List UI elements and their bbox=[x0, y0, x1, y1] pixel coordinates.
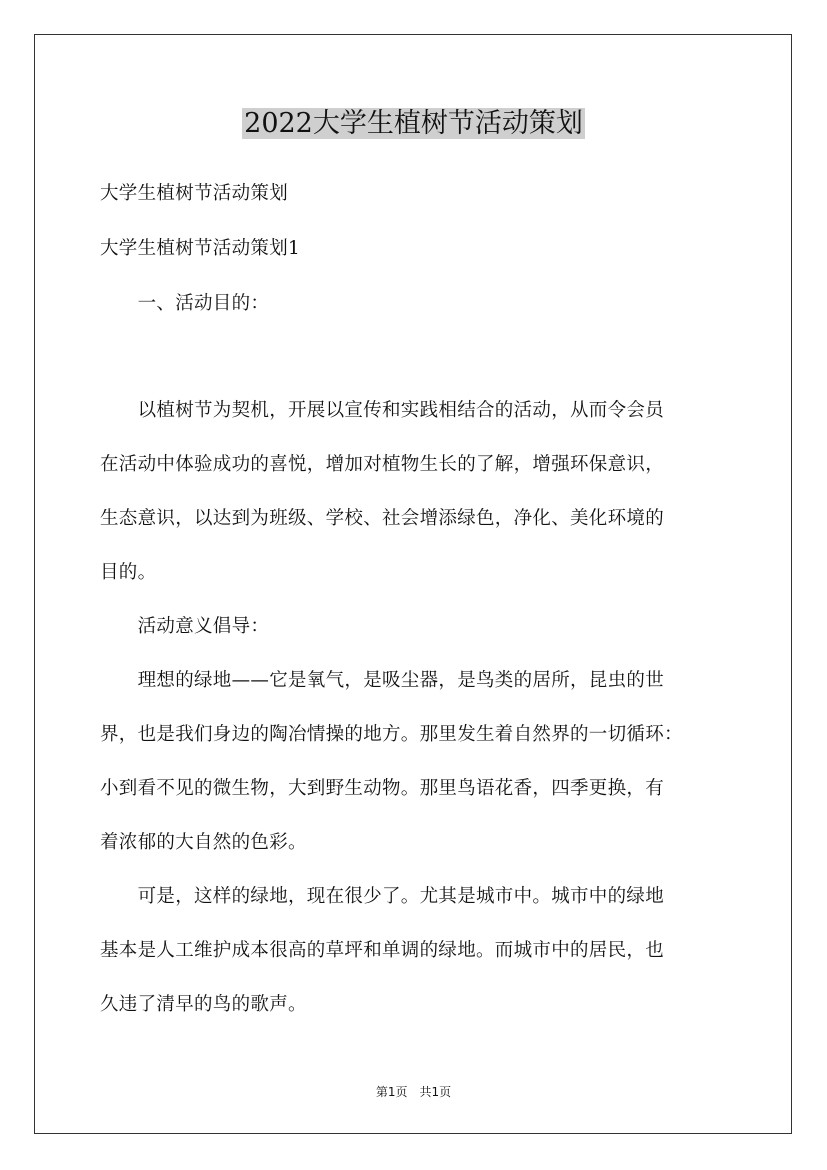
text-line: 界，也是我们身边的陶冶情操的地方。那里发生着自然界的一切循环： bbox=[100, 724, 683, 745]
text-line: 活动意义倡导： bbox=[100, 616, 270, 637]
text-line: 着浓郁的大自然的色彩。 bbox=[100, 832, 307, 853]
text-line: 目的。 bbox=[100, 562, 157, 583]
text-line: 在活动中体验成功的喜悦，增加对植物生长的了解，增强环保意识， bbox=[100, 454, 665, 475]
text-line: 以植树节为契机，开展以宣传和实践相结合的活动，从而令会员 bbox=[100, 400, 665, 421]
text-line: 一、活动目的： bbox=[100, 293, 270, 314]
text-line: 理想的绿地——它是氧气，是吸尘器，是鸟类的居所，昆虫的世 bbox=[100, 670, 665, 691]
text-line: 久违了清早的鸟的歌声。 bbox=[100, 994, 307, 1015]
text-line: 可是，这样的绿地，现在很少了。尤其是城市中。城市中的绿地 bbox=[100, 886, 665, 907]
text-line: 大学生植树节活动策划1 bbox=[100, 238, 301, 259]
document-title-text: 2022大学生植树节活动策划 bbox=[244, 108, 583, 139]
page-footer: 第1页 共1页 bbox=[375, 1085, 452, 1099]
text-line: 基本是人工维护成本很高的草坪和单调的绿地。而城市中的居民，也 bbox=[100, 940, 665, 961]
document-title bbox=[0, 104, 827, 144]
text-line: 大学生植树节活动策划 bbox=[100, 183, 289, 204]
text-line: 生态意识，以达到为班级、学校、社会增添绿色，净化、美化环境的 bbox=[100, 508, 665, 529]
text-line: 小到看不见的微生物，大到野生动物。那里鸟语花香，四季更换，有 bbox=[100, 778, 665, 799]
